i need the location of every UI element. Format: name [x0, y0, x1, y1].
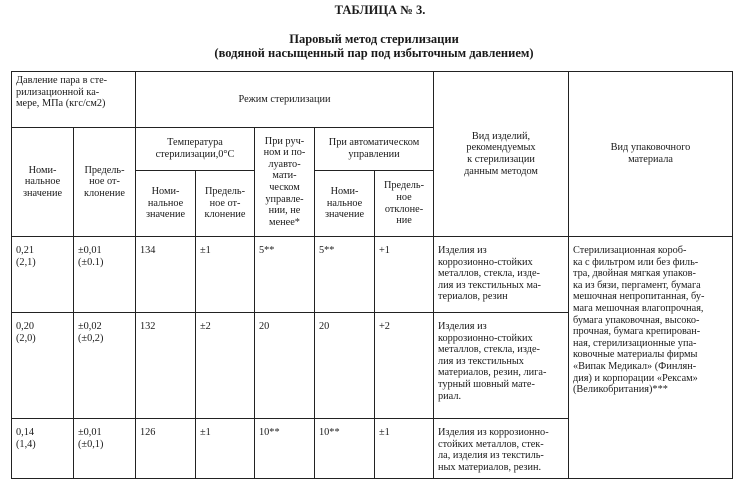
- header-pressure: Давление пара в сте- рилизационной ка- мере, МПа (кгс/см2): [12, 72, 136, 128]
- header-manual: При руч- ном и по- луавто- мати- ческом управле- нии, не менее*: [255, 128, 315, 237]
- pressure-limit: ±0,02 (±0,2): [74, 313, 136, 419]
- items-text: Изделия из коррозионно- стойких металлов, стек- ла, изделия из текстиль- ных материалов, резин.: [434, 419, 569, 479]
- header-items: Вид изделий, рекомендуемых к стерилизации данным методом: [434, 72, 569, 237]
- pressure-nominal: 0,20 (2,0): [12, 313, 74, 419]
- pressure-nominal: 0,14 (1,4): [12, 419, 74, 479]
- header-mode: Режим стерилизации: [136, 72, 434, 128]
- auto-limit: +2: [375, 313, 434, 419]
- temp-limit: ±2: [196, 313, 255, 419]
- pressure-limit: ±0,01 (±0,1): [74, 419, 136, 479]
- sterilization-table: [11, 71, 733, 479]
- table-subtitle: (водяной насыщенный пар под избыточным давлением): [214, 46, 534, 60]
- temp-limit: ±1: [196, 237, 255, 313]
- temp-limit: ±1: [196, 419, 255, 479]
- manual-time: 5**: [255, 237, 315, 313]
- header-auto: При автоматическом управлении: [315, 128, 434, 171]
- manual-time: 10**: [255, 419, 315, 479]
- items-text: Изделия из коррозионно-стойких металлов, стекла, изде- лия из текстильных материалов, резин, лига- турный шовный мате- риал.: [434, 313, 569, 419]
- auto-limit: ±1: [375, 419, 434, 479]
- header-limit-temp: Предель- ное от- клонение: [196, 171, 255, 237]
- packaging-text: Стерилизационная короб- ка с фильтром или без филь- тра, двойная мягкая упаков- ка из бязи, пергамент, бумага мешочная непропитанная, бу- мага мешочная влагопрочная, бумага упаковочная, высоко- прочная, бумага крепирован- ная, стерилизационные упа- ковочные материалы фирмы «Випак Медикал» (Финлян- дия) и корпорации «Рексам» (Великобритания)***: [569, 237, 733, 479]
- header-nominal-auto: Номи- нальное значение: [315, 171, 375, 237]
- table-title: Паровый метод стерилизации: [289, 32, 459, 46]
- header-nominal-pressure: Номи- нальное значение: [12, 128, 74, 237]
- table-row: [12, 237, 733, 313]
- header-limit-auto: Предель- ное отклоне- ние: [375, 171, 434, 237]
- auto-nominal: 20: [315, 313, 375, 419]
- items-text: Изделия из коррозионно-стойких металлов, стекла, изде- лия из текстильных ма- териалов, резин: [434, 237, 569, 313]
- manual-time: 20: [255, 313, 315, 419]
- auto-nominal: 10**: [315, 419, 375, 479]
- header-packaging: Вид упаковочного материала: [569, 72, 733, 237]
- temp-nominal: 134: [136, 237, 196, 313]
- auto-nominal: 5**: [315, 237, 375, 313]
- pressure-nominal: 0,21 (2,1): [12, 237, 74, 313]
- auto-limit: +1: [375, 237, 434, 313]
- pressure-limit: ±0,01 (±0.1): [74, 237, 136, 313]
- temp-nominal: 126: [136, 419, 196, 479]
- header-limit-pressure: Предель- ное от- клонение: [74, 128, 136, 237]
- temp-nominal: 132: [136, 313, 196, 419]
- header-nominal-temp: Номи- нальное значение: [136, 171, 196, 237]
- header-temperature: Температура стерилизации,0°С: [136, 128, 255, 171]
- table-number: ТАБЛИЦА № 3.: [334, 3, 426, 17]
